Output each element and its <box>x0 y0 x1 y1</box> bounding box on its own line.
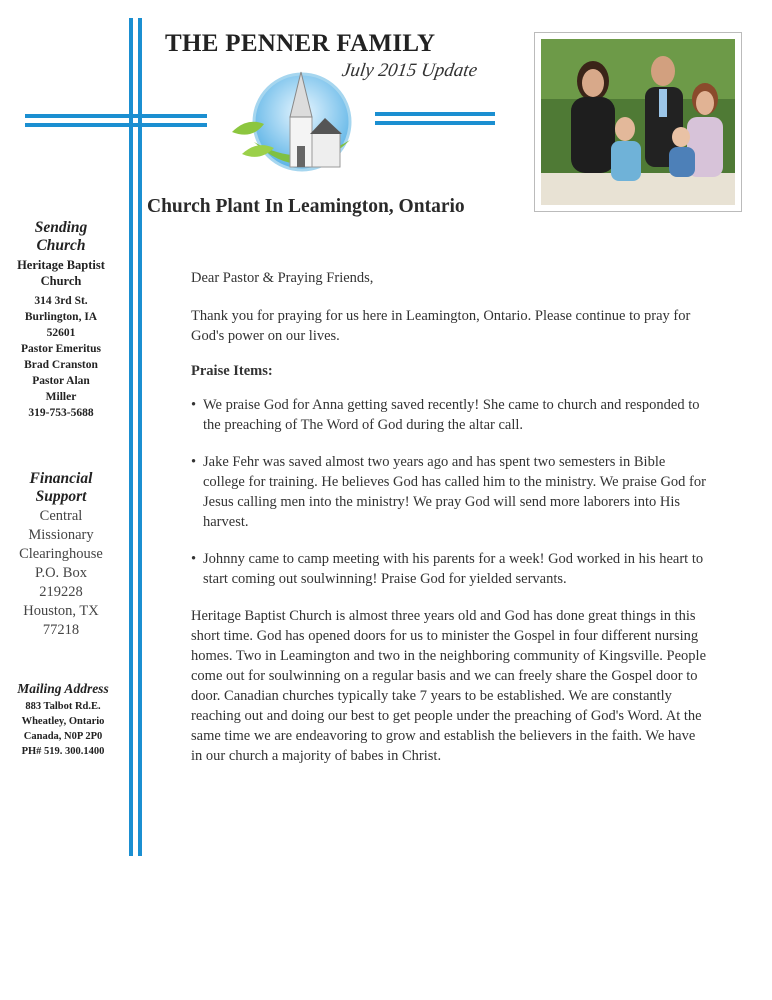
praise-item-text: Jake Fehr was saved almost two years ago and has spent two semesters in Bible college for training. He believes God has called him to the ministry. We praise God for Jesus calling men into the ministry! We pray God will send more laborers into His harvest. <box>203 454 706 530</box>
praise-item-text: Johnny came to camp meeting with his parents for a week! God worked in his heart to start coming out soulwinning! Praise God for yielded servants. <box>203 551 704 587</box>
praise-heading: Praise Items: <box>191 363 273 379</box>
mailing-heading: Mailing Address <box>17 681 109 696</box>
family-photo <box>534 32 742 212</box>
right-ornament-bar <box>375 112 495 116</box>
sending-heading-line1: Sending <box>34 219 88 236</box>
sidebar-mailing-address <box>4 680 122 759</box>
sending-line: 319-753-5688 <box>28 407 94 419</box>
financial-line: Missionary <box>28 527 94 543</box>
financial-line: P.O. Box <box>35 565 87 581</box>
financial-line: Central <box>39 508 83 524</box>
sending-line: 314 3rd St. <box>34 295 88 307</box>
cross-horizontal-bar-2 <box>25 123 207 127</box>
bullet-icon: • <box>191 551 197 567</box>
praise-item-text: We praise God for Anna getting saved recently! She came to church and responded to the preaching of The Word of God during the altar call. <box>203 397 700 433</box>
letter-greeting: Dear Pastor & Praying Friends, <box>191 270 374 286</box>
financial-line: Houston, TX <box>23 603 99 619</box>
sending-line: Heritage Baptist <box>17 258 105 272</box>
letter-intro: Thank you for praying for us here in Leamington, Ontario. Please continue to pray for God's power on our lives. <box>191 308 691 344</box>
praise-list <box>191 395 706 589</box>
right-ornament-bar-2 <box>375 121 495 125</box>
letter-body <box>191 268 706 766</box>
mailing-line: Wheatley, Ontario <box>21 716 105 727</box>
sending-line: Brad Cranston <box>24 359 98 371</box>
financial-line: Clearinghouse <box>19 546 103 562</box>
praise-item <box>191 452 706 532</box>
church-logo <box>212 62 362 192</box>
sidebar-sending-church <box>2 219 120 421</box>
headline: Church Plant In Leamington, Ontario <box>147 196 465 217</box>
bullet-icon: • <box>191 397 197 413</box>
sending-line: Church <box>40 274 82 288</box>
sending-line: Burlington, IA <box>24 311 98 323</box>
mailing-line: 883 Talbot Rd.E. <box>25 701 101 712</box>
sending-line: Pastor Emeritus <box>21 343 101 355</box>
sidebar-financial-support <box>2 470 120 640</box>
bullet-icon: • <box>191 454 197 470</box>
financial-heading-line2: Support <box>35 488 87 505</box>
financial-line: 77218 <box>42 622 80 638</box>
cross-vertical-bar-2 <box>138 18 142 856</box>
sending-line: Pastor Alan <box>32 375 90 387</box>
sending-line: 52601 <box>46 327 76 339</box>
sending-heading-line2: Church <box>36 237 86 254</box>
cross-horizontal-bar <box>25 114 207 118</box>
newsletter-subtitle: July 2015 Update <box>340 60 479 81</box>
praise-item <box>191 549 706 589</box>
praise-item <box>191 395 706 435</box>
sending-line: Miller <box>45 391 77 403</box>
newsletter-title: THE PENNER FAMILY <box>165 30 436 57</box>
letter-closing-paragraph: Heritage Baptist Church is almost three years old and God has done great things in this short time. God has opened doors for us to minister the Gospel in four different nursing homes. Two in Leamington and two in the neighboring community of Kingsville. People come out for soulwinning on a regular basis and we can freely share the Gospel door to door. Canadian churches typically take 7 years to be established. We are constantly reaching out and doing our best to get people under the preaching of God's Word. At the same time we are endeavoring to grow and establish the believers in the faith. We have in our church a majority of babes in Christ. <box>191 608 707 764</box>
financial-heading-line1: Financial <box>29 470 93 487</box>
mailing-line: Canada, N0P 2P0 <box>23 731 103 742</box>
financial-line: 219228 <box>39 584 83 600</box>
cross-vertical-bar <box>129 18 133 856</box>
mailing-line: PH# 519. 300.1400 <box>21 746 105 757</box>
